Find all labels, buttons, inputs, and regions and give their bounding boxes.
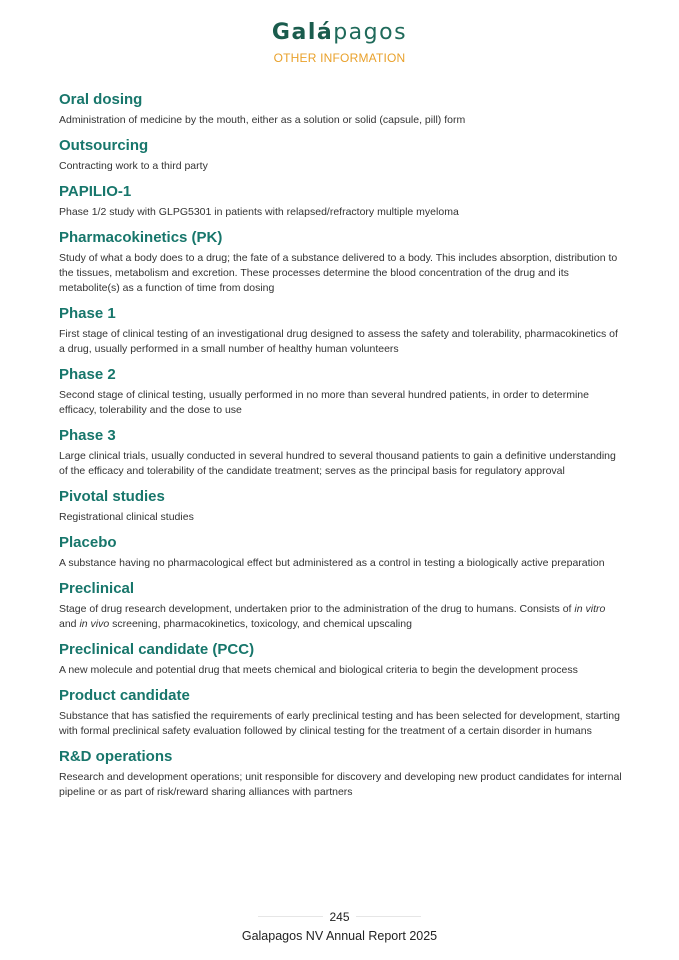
glossary-entry [59,365,624,418]
glossary-entry [59,487,624,525]
definition-text: screening, pharmacokinetics, toxicology, and chemical upscaling [109,618,412,630]
glossary-definition: A new molecule and potential drug that meets chemical and biological criteria to begin the development process [59,664,578,676]
definition-italic-term: in vivo [79,618,110,630]
logo-light-part: pagos [333,20,408,45]
glossary-definition: First stage of clinical testing of an investigational drug designed to assess the safety and tolerability, pharmacokinetics of a drug, usually performed in a small number of healthy human volunteers [59,328,618,355]
glossary-entry [59,304,624,357]
glossary-entry [59,90,624,128]
galapagos-logo [0,20,679,46]
glossary-list [59,90,624,808]
glossary-definition: Second stage of clinical testing, usually performed in no more than several hundred patients, in order to determine efficacy, tolerability and the dose to use [59,389,589,416]
glossary-term: Placebo [59,534,117,551]
glossary-term: Preclinical candidate (PCC) [59,641,255,658]
glossary-definition: Research and development operations; unit responsible for discovery and developing new product candidates for internal pipeline or as part of risk/reward sharing alliances with partners [59,771,622,798]
glossary-definition: Substance that has satisfied the requirements of early preclinical testing and has been selected for development, starting with formal preclinical safety evaluation followed by clinical testing for the treatment of a certain disorder in humans [59,710,620,737]
glossary-entry [59,579,624,632]
definition-text: and [59,618,80,630]
glossary-definition: Large clinical trials, usually conducted in several hundred to several thousand patients to gain a definitive understanding of the efficacy and tolerability of the candidate treatment; serves as the principal basis for regulatory approval [59,450,616,477]
glossary-term: Product candidate [59,687,190,704]
glossary-definition: Phase 1/2 study with GLPG5301 in patients with relapsed/refractory multiple myeloma [59,206,459,218]
page-footer [0,908,679,944]
glossary-term: Oral dosing [59,91,143,108]
page-number: 245 [323,909,355,925]
glossary-term: Phase 2 [59,366,116,383]
glossary-entry [59,533,624,571]
glossary-entry [59,686,624,739]
page-header [0,20,679,65]
glossary-entry [59,747,624,800]
logo-bold-part: Galá [271,20,334,45]
glossary-definition: Contracting work to a third party [59,160,208,172]
glossary-definition: Administration of medicine by the mouth, either as a solution or solid (capsule, pill) form [59,114,466,126]
glossary-term: Pivotal studies [59,488,165,505]
definition-italic-term: in vitro [574,603,606,615]
glossary-entry [59,640,624,678]
report-title: Galapagos NV Annual Report 2025 [241,929,438,943]
glossary-entry [59,182,624,220]
glossary-term: Preclinical [59,580,135,597]
glossary-entry [59,426,624,479]
glossary-definition: Registrational clinical studies [59,511,194,523]
glossary-term: Phase 1 [59,305,116,322]
glossary-term: Phase 3 [59,427,116,444]
definition-text: Stage of drug research development, undertaken prior to the administration of the drug to humans. Consists of [59,603,575,615]
glossary-entry [59,136,624,174]
section-label: OTHER INFORMATION [273,51,406,65]
glossary-entry [59,228,624,296]
glossary-definition: Study of what a body does to a drug; the fate of a substance delivered to a body. This includes absorption, distribution to the tissues, metabolism and excretion. These processes determine the blood concentration of the drug and its metabolite(s) as a function of time from dosing [59,252,618,294]
glossary-definition [59,602,624,632]
glossary-term: R&D operations [59,748,173,765]
glossary-term: PAPILIO-1 [59,183,132,200]
glossary-term: Outsourcing [59,137,149,154]
glossary-term: Pharmacokinetics (PK) [59,229,223,246]
glossary-definition: A substance having no pharmacological effect but administered as a control in testing a biologically active preparation [59,557,605,569]
